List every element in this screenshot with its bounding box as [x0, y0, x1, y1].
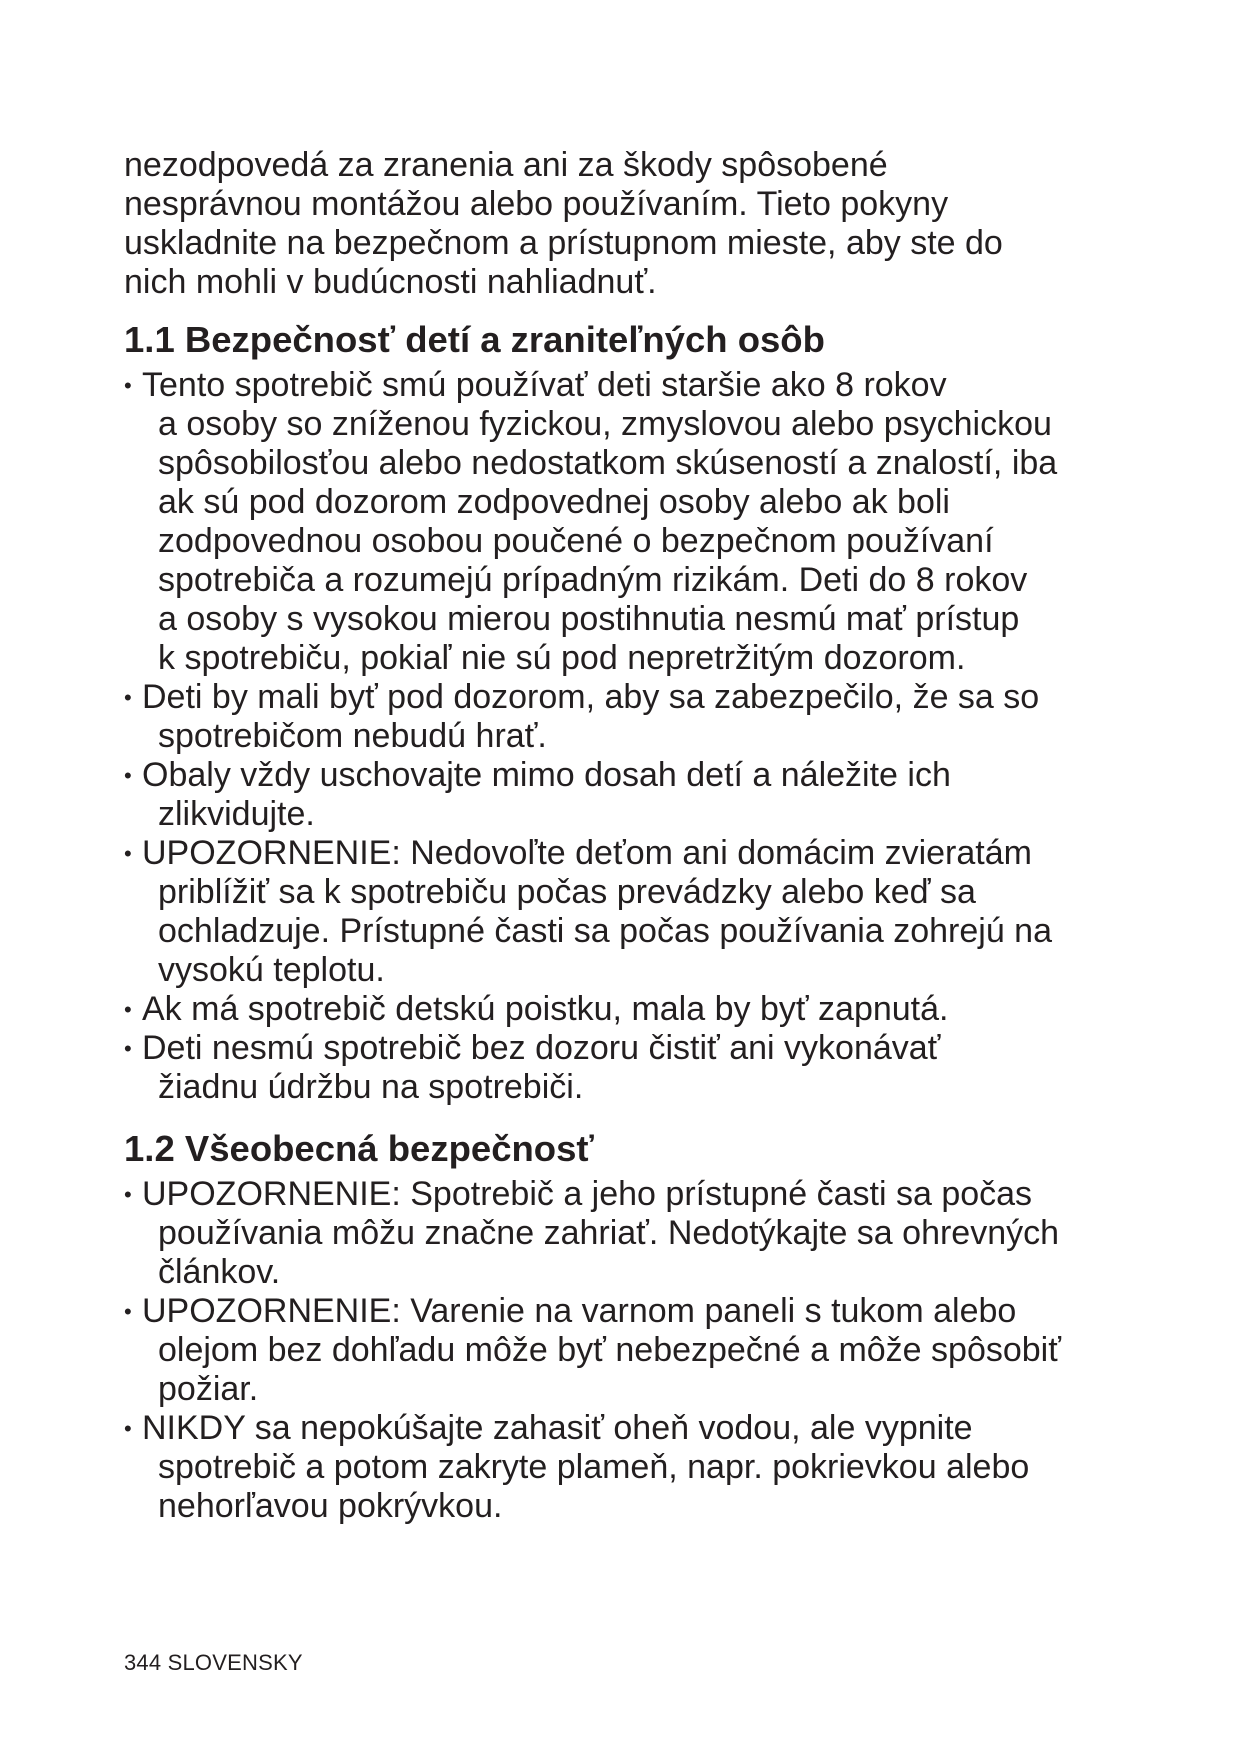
section-heading-child-safety: 1.1 Bezpečnosť detí a zraniteľných osôb	[124, 319, 825, 360]
list-item-text: Obaly vždy uschovajte mimo dosah detí a náležite ich zlikvidujte.	[142, 756, 951, 833]
list-item	[124, 1175, 1134, 1292]
list-item-text: Ak má spotrebič detskú poistku, mala by byť zapnutá.	[142, 990, 949, 1028]
bullet-icon: •	[124, 1299, 132, 1324]
bullet-icon: •	[124, 997, 132, 1022]
bullet-icon: •	[124, 1036, 132, 1061]
general-safety-list	[124, 1175, 1134, 1526]
bullet-icon: •	[124, 373, 132, 398]
list-item-text: Deti by mali byť pod dozorom, aby sa zabezpečilo, že sa so spotrebičom nebudú hrať.	[142, 678, 1040, 755]
bullet-icon: •	[124, 841, 132, 866]
list-item-text: UPOZORNENIE: Nedovoľte deťom ani domácim zvieratám priblížiť sa k spotrebiču počas prevádzky alebo keď sa ochladzuje. Prístupné časti sa počas používania zohrejú na vysokú teplotu.	[142, 834, 1052, 989]
list-item	[124, 1029, 1134, 1107]
list-item	[124, 678, 1134, 756]
list-item-text: UPOZORNENIE: Spotrebič a jeho prístupné časti sa počas používania môžu značne zahriať. Nedotýkajte sa ohrevných článkov.	[142, 1175, 1060, 1291]
list-item-text: NIKDY sa nepokúšajte zahasiť oheň vodou, ale vypnite spotrebič a potom zakryte plameň, napr. pokrievkou alebo nehorľavou pokrývkou.	[142, 1409, 1030, 1525]
bullet-icon: •	[124, 685, 132, 710]
list-item	[124, 990, 1134, 1029]
list-item	[124, 366, 1134, 678]
list-item	[124, 834, 1134, 990]
list-item	[124, 756, 1134, 834]
bullet-icon: •	[124, 1182, 132, 1207]
section-heading-general-safety: 1.2 Všeobecná bezpečnosť	[124, 1128, 594, 1169]
list-item-text: Deti nesmú spotrebič bez dozoru čistiť ani vykonávať žiadnu údržbu na spotrebiči.	[142, 1029, 941, 1106]
list-item	[124, 1409, 1134, 1526]
list-item-text: UPOZORNENIE: Varenie na varnom paneli s tukom alebo olejom bez dohľadu môže byť nebezpečné a môže spôsobiť požiar.	[142, 1292, 1061, 1408]
page-content	[124, 146, 1134, 1526]
bullet-icon: •	[124, 763, 132, 788]
bullet-icon: •	[124, 1416, 132, 1441]
page-footer: 344 SLOVENSKY	[124, 1650, 303, 1675]
intro-paragraph: nezodpovedá za zranenia ani za škody spôsobené nesprávnou montážou alebo používaním. Tieto pokyny uskladnite na bezpečnom a prístupnom mieste, aby ste do nich mohli v budúcnosti nahliadnuť.	[124, 146, 1003, 301]
list-item	[124, 1292, 1134, 1409]
list-item-text: Tento spotrebič smú používať deti staršie ako 8 rokov a osoby so zníženou fyzickou, zmyslovou alebo psychickou spôsobilosťou alebo nedostatkom skúseností a znalostí, iba ak sú pod dozorom zodpovednej osoby alebo ak boli zodpovednou osobou poučené o bezpečnom používaní spotrebiča a rozumejú prípadným rizikám. Deti do 8 rokov a osoby s vysokou mierou postihnutia nesmú mať prístup k spotrebiču, pokiaľ nie sú pod nepretržitým dozorom.	[142, 366, 1058, 677]
child-safety-list	[124, 366, 1134, 1107]
